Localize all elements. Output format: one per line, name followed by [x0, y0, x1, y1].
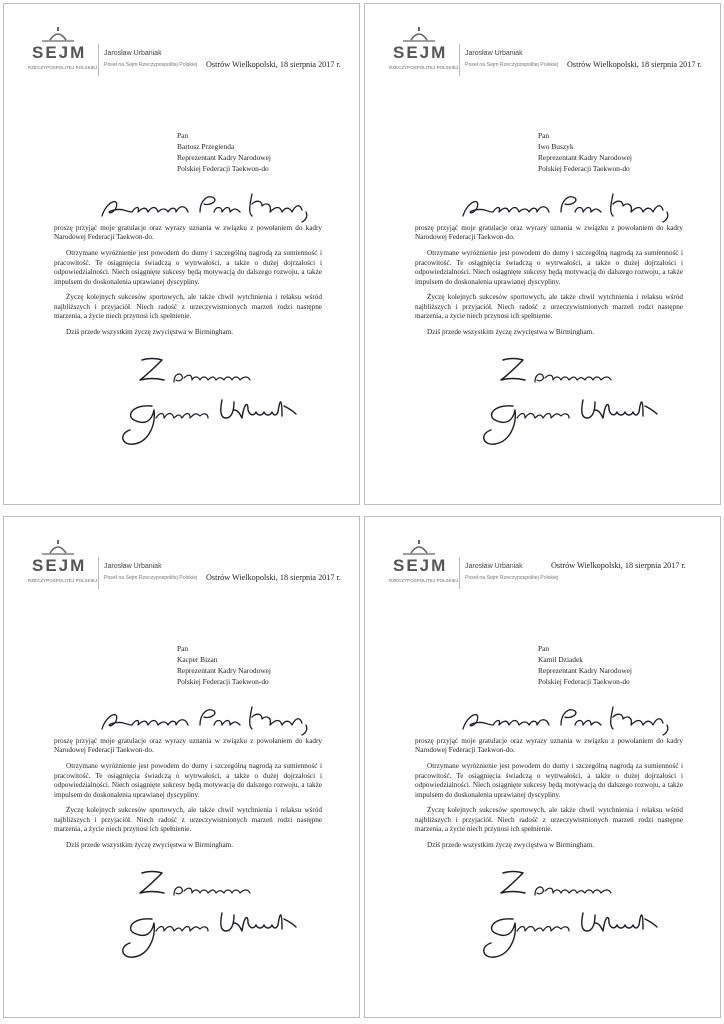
sejm-logo — [28, 539, 98, 589]
sender-title: Poseł na Sejm Rzeczypospolitej Polskiej — [104, 62, 198, 68]
logo-wordmark: SEJM — [393, 556, 448, 575]
body-paragraph: Życzę kolejnych sukcesów sportowych, ale także chwil wytchnienia i relaksu wśród najbliższych i przyjaciół. Niech radość z urzeczywistnionych marzeń rodzi następne marzenia, a życie niech przynosi ich spełnienie. — [54, 293, 322, 321]
handwritten-signature — [112, 386, 334, 452]
recipient-label: Pan — [538, 644, 550, 653]
recipient-name: Bartosz Przegienda — [177, 142, 235, 151]
recipient-block — [177, 130, 271, 174]
recipient-role: Reprezentant Kadry Narodowej — [177, 666, 271, 675]
body-paragraph: proszę przyjąć moje gratulacje oraz wyrazy uznania w związku z powołaniem do kadry Narodowej Federacji Taekwon-do. — [54, 737, 322, 755]
recipient-name: Iwo Buszyk — [538, 142, 574, 151]
recipient-role: Reprezentant Kadry Narodowej — [538, 153, 632, 162]
logo-wordmark: SEJM — [393, 43, 448, 62]
logo-subtitle: RZECZYPOSPOLITEJ POLSKIEJ — [28, 65, 98, 70]
sender-name: Jarosław Urbaniak — [465, 50, 523, 57]
logo-subtitle: RZECZYPOSPOLITEJ POLSKIEJ — [28, 578, 98, 583]
letter-page — [3, 516, 360, 1018]
handwritten-closing — [108, 352, 258, 388]
body-paragraph: Dziś przede wszystkim życzę zwycięstwa w Birmingham. — [427, 328, 595, 337]
recipient-organization: Polskiej Federacji Taekwon-do — [538, 164, 630, 173]
place-date: Ostrów Wielkopolski, 18 sierpnia 2017 r. — [206, 573, 341, 582]
letter-page — [364, 3, 721, 505]
recipient-label: Pan — [177, 131, 189, 140]
recipient-block — [177, 643, 271, 687]
sender-title: Poseł na Sejm Rzeczypospolitej Polskiej — [465, 575, 559, 581]
recipient-name: Kamil Dziadek — [538, 655, 583, 664]
handwritten-signature — [473, 386, 695, 452]
recipient-organization: Polskiej Federacji Taekwon-do — [177, 164, 269, 173]
handwritten-salutation — [96, 695, 316, 737]
logo-subtitle: RZECZYPOSPOLITEJ POLSKIEJ — [389, 65, 459, 70]
recipient-role: Reprezentant Kadry Narodowej — [177, 153, 271, 162]
sender-title: Poseł na Sejm Rzeczypospolitej Polskiej — [465, 62, 559, 68]
body-paragraph: Dziś przede wszystkim życzę zwycięstwa w Birmingham. — [66, 841, 234, 850]
handwritten-closing — [469, 352, 619, 388]
recipient-organization: Polskiej Federacji Taekwon-do — [177, 677, 269, 686]
letter-body — [415, 737, 683, 857]
logo-wordmark: SEJM — [32, 43, 87, 62]
recipient-organization: Polskiej Federacji Taekwon-do — [538, 677, 630, 686]
body-paragraph: proszę przyjąć moje gratulacje oraz wyrazy uznania w związku z powołaniem do kadry Narodowej Federacji Taekwon-do. — [415, 737, 683, 755]
body-paragraph: Otrzymane wyróżnienie jest powodem do dumy i szczególną nagrodą za sumienność i pracowitość. Te osiągnięcia świadczą o wytrwałości, a także o dużej dojrzałości i odpowiedzialności. Niech osiągnięte sukcesy będą motywacją do dalszego rozwoju, a także impulsem do doskonalenia uprawianej dyscypliny. — [415, 249, 683, 286]
header-divider — [98, 44, 99, 76]
recipient-name: Kacper Bizan — [177, 655, 218, 664]
letter-body — [54, 224, 322, 344]
body-paragraph: proszę przyjąć moje gratulacje oraz wyrazy uznania w związku z powołaniem do kadry Narodowej Federacji Taekwon-do. — [54, 224, 322, 242]
recipient-block — [538, 130, 632, 174]
handwritten-salutation — [457, 695, 677, 737]
recipient-block — [538, 643, 632, 687]
body-paragraph: Życzę kolejnych sukcesów sportowych, ale także chwil wytchnienia i relaksu wśród najbliższych i przyjaciół. Niech radość z urzeczywistnionych marzeń rodzi następne marzenia, a życie niech przynosi ich spełnienie. — [415, 806, 683, 834]
header-divider — [459, 557, 460, 589]
body-paragraph: Dziś przede wszystkim życzę zwycięstwa w Birmingham. — [66, 328, 234, 337]
handwritten-salutation — [96, 182, 316, 224]
letter-page — [3, 3, 360, 505]
body-paragraph: Życzę kolejnych sukcesów sportowych, ale także chwil wytchnienia i relaksu wśród najbliższych i przyjaciół. Niech radość z urzeczywistnionych marzeń rodzi następne marzenia, a życie niech przynosi ich spełnienie. — [54, 806, 322, 834]
recipient-label: Pan — [177, 644, 189, 653]
handwritten-closing — [108, 865, 258, 901]
sender-name: Jarosław Urbaniak — [104, 50, 162, 57]
sejm-logo — [28, 26, 98, 76]
body-paragraph: Otrzymane wyróżnienie jest powodem do dumy i szczególną nagrodą za sumienność i pracowitość. Te osiągnięcia świadczą o wytrwałości, a także o dużej dojrzałości i odpowiedzialności. Niech osiągnięte sukcesy będą motywacją do dalszego rozwoju, a także impulsem do doskonalenia uprawianej dyscypliny. — [54, 762, 322, 799]
logo-wordmark: SEJM — [32, 556, 87, 575]
body-paragraph: Otrzymane wyróżnienie jest powodem do dumy i szczególną nagrodą za sumienność i pracowitość. Te osiągnięcia świadczą o wytrwałości, a także o dużej dojrzałości i odpowiedzialności. Niech osiągnięte sukcesy będą motywacją do dalszego rozwoju, a także impulsem do doskonalenia uprawianej dyscypliny. — [54, 249, 322, 286]
sender-name: Jarosław Urbaniak — [104, 563, 162, 570]
logo-subtitle: RZECZYPOSPOLITEJ POLSKIEJ — [389, 578, 459, 583]
recipient-label: Pan — [538, 131, 550, 140]
recipient-role: Reprezentant Kadry Narodowej — [538, 666, 632, 675]
place-date: Ostrów Wielkopolski, 18 sierpnia 2017 r. — [567, 60, 702, 69]
sejm-logo — [389, 26, 459, 76]
sender-name: Jarosław Urbaniak — [465, 563, 523, 570]
sejm-logo — [389, 539, 459, 589]
place-date: Ostrów Wielkopolski, 18 sierpnia 2017 r. — [206, 60, 341, 69]
place-date: Ostrów Wielkopolski, 18 sierpnia 2017 r. — [551, 561, 686, 570]
sender-title: Poseł na Sejm Rzeczypospolitej Polskiej — [104, 575, 198, 581]
body-paragraph: Otrzymane wyróżnienie jest powodem do dumy i szczególną nagrodą za sumienność i pracowitość. Te osiągnięcia świadczą o wytrwałości, a także o dużej dojrzałości i odpowiedzialności. Niech osiągnięte sukcesy będą motywacją do dalszego rozwoju, a także impulsem do doskonalenia uprawianej dyscypliny. — [415, 762, 683, 799]
handwritten-salutation — [457, 182, 677, 224]
handwritten-signature — [112, 899, 334, 965]
body-paragraph: Dziś przede wszystkim życzę zwycięstwa w Birmingham. — [427, 841, 595, 850]
body-paragraph: proszę przyjąć moje gratulacje oraz wyrazy uznania w związku z powołaniem do kadry Narodowej Federacji Taekwon-do. — [415, 224, 683, 242]
body-paragraph: Życzę kolejnych sukcesów sportowych, ale także chwil wytchnienia i relaksu wśród najbliższych i przyjaciół. Niech radość z urzeczywistnionych marzeń rodzi następne marzenia, a życie niech przynosi ich spełnienie. — [415, 293, 683, 321]
letter-body — [415, 224, 683, 344]
letter-body — [54, 737, 322, 857]
handwritten-signature — [473, 899, 695, 965]
handwritten-closing — [469, 865, 619, 901]
header-divider — [98, 557, 99, 589]
letter-page — [364, 516, 721, 1018]
header-divider — [459, 44, 460, 76]
